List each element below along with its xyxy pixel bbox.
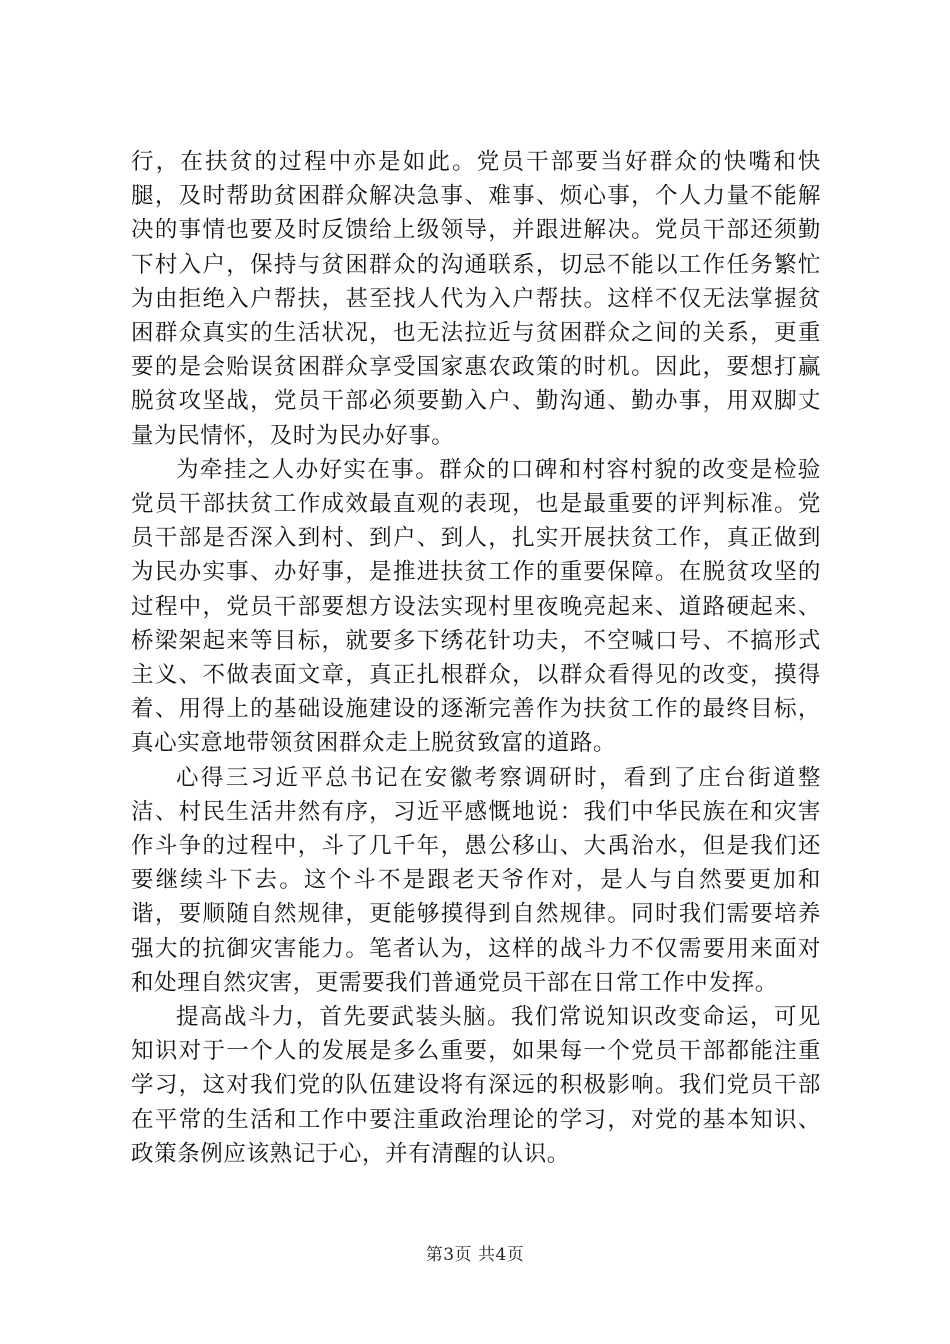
paragraph-continuation: 行，在扶贫的过程中亦是如此。党员干部要当好群众的快嘴和快腿，及时帮助贫困群众解决急事、难事、烦心事，个人力量不能解决的事情也要及时反馈给上级领导，并跟进解决。党员干部还须勤下村入户，保持与贫困群众的沟通联系，切忌不能以工作任务繁忙为由拒绝入户帮扶，甚至找人代为入户帮扶。这样不仅无法掌握贫困群众真实的生活状况，也无法拉近与贫困群众之间的关系，更重要的是会贻误贫困群众享受国家惠农政策的时机。因此，要想打赢脱贫攻坚战，党员干部必须要勤入户、勤沟通、勤办事，用双脚丈量为民情怀，及时为民办好事。 bbox=[131, 149, 821, 449]
paragraph-combat-capability: 提高战斗力，首先要武装头脑。我们常说知识改变命运，可见知识对于一个人的发展是多么重要，如果每一个党员干部都能注重学习，这对我们党的队伍建设将有深远的积极影响。我们党员干部在平常的生活和工作中要注重政治理论的学习，对党的基本知识、政策条例应该熟记于心，并有清醒的认识。 bbox=[131, 1004, 821, 1167]
body-text bbox=[131, 145, 821, 1171]
page-footer: 第3页 共4页 bbox=[425, 1245, 525, 1265]
paragraph-insight-three: 心得三习近平总书记在安徽考察调研时，看到了庄台街道整洁、村民生活井然有序，习近平感慨地说：我们中华民族在和灾害作斗争的过程中，斗了几千年，愚公移山、大禹治水，但是我们还要继续斗下去。这个斗不是跟老天爷作对，是人与自然要更加和谐，要顺随自然规律，更能够摸得到自然规律。同时我们需要培养强大的抗御灾害能力。笔者认为，这样的战斗力不仅需要用来面对和处理自然灾害，更需要我们普通党员干部在日常工作中发挥。 bbox=[131, 764, 821, 996]
paragraph-practical-matters: 为牵挂之人办好实在事。群众的口碑和村容村貌的改变是检验党员干部扶贫工作成效最直观的表现，也是最重要的评判标准。党员干部是否深入到村、到户、到人，扎实开展扶贫工作，真正做到为民办实事、办好事，是推进扶贫工作的重要保障。在脱贫攻坚的过程中，党员干部要想方设法实现村里夜晚亮起来、道路硬起来、桥梁架起来等目标，就要多下绣花针功夫，不空喊口号、不搞形式主义、不做表面文章，真正扎根群众，以群众看得见的改变，摸得着、用得上的基础设施建设的逐渐完善作为扶贫工作的最终目标，真心实意地带领贫困群众走上脱贫致富的道路。 bbox=[131, 456, 821, 757]
